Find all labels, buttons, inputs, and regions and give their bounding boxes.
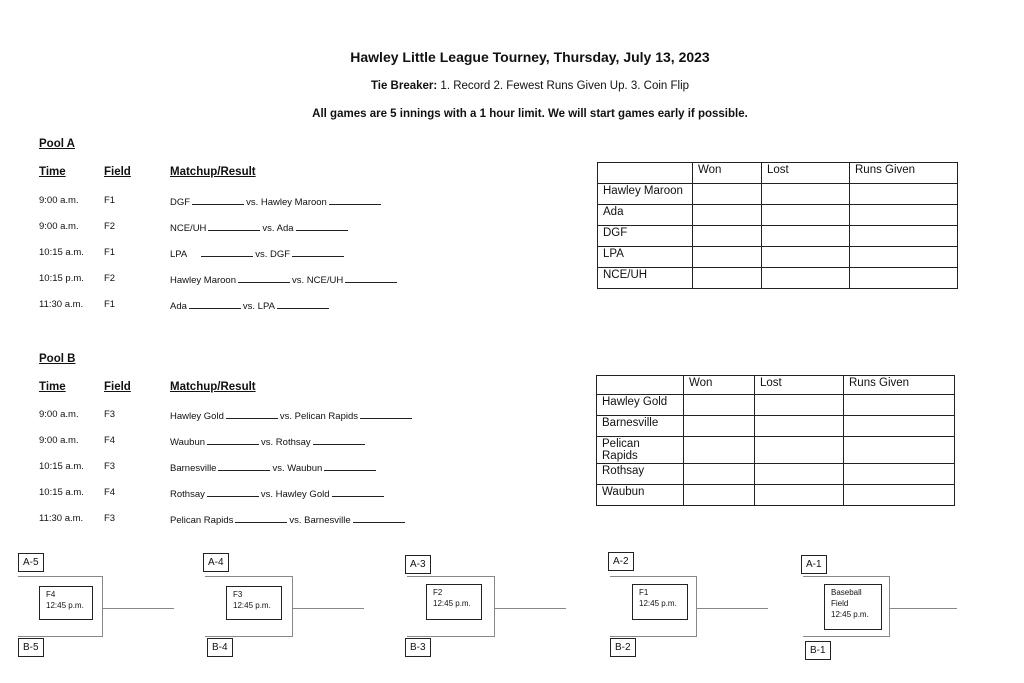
won-cell[interactable]	[693, 226, 762, 247]
standings-row	[597, 437, 955, 464]
score-blank	[296, 221, 348, 231]
runs-cell[interactable]	[850, 226, 958, 247]
game-field: F4	[104, 435, 116, 446]
pool-b-standings	[596, 375, 955, 506]
runs-cell[interactable]	[850, 268, 958, 289]
seed-b5: B-5	[18, 638, 44, 657]
lost-cell[interactable]	[755, 485, 844, 506]
pool-a-label: Pool A	[39, 138, 75, 150]
score-blank	[189, 299, 241, 309]
team-away: vs. Hawley Maroon	[246, 197, 327, 208]
standings-row	[597, 485, 955, 506]
runs-cell[interactable]	[844, 395, 955, 416]
game-matchup	[170, 247, 346, 260]
runs-cell[interactable]	[844, 416, 955, 437]
game-field: F1	[639, 588, 649, 597]
pool-b-field-header: Field	[104, 381, 131, 393]
game-matchup	[170, 461, 378, 474]
game-box	[426, 584, 482, 620]
standings-team: Ada	[598, 205, 693, 226]
game-time: 12:45 p.m.	[233, 601, 271, 610]
pool-b-label: Pool B	[39, 353, 76, 365]
game-field: F1	[104, 299, 116, 310]
bracket-advance-line	[494, 608, 566, 609]
seed-b3: B-3	[405, 638, 431, 657]
seed-a3: A-3	[405, 555, 431, 574]
score-blank	[313, 435, 365, 445]
seed-b4: B-4	[207, 638, 233, 657]
runs-cell[interactable]	[850, 205, 958, 226]
score-blank	[201, 247, 253, 257]
score-blank	[360, 409, 412, 419]
game-time: 9:00 a.m.	[39, 409, 79, 420]
standings-header-lost: Lost	[755, 376, 844, 395]
tiebreaker-text: 1. Record 2. Fewest Runs Given Up. 3. Coin Flip	[440, 80, 690, 92]
lost-cell[interactable]	[762, 268, 850, 289]
game-time: 9:00 a.m.	[39, 195, 79, 206]
standings-row	[598, 247, 958, 268]
game-time: 10:15 p.m.	[39, 273, 84, 284]
game-field: F2	[104, 273, 116, 284]
standings-row	[598, 205, 958, 226]
team-away: vs. DGF	[255, 249, 291, 260]
won-cell[interactable]	[693, 205, 762, 226]
game-time: 10:15 a.m.	[39, 487, 84, 498]
won-cell[interactable]	[684, 395, 755, 416]
game-time: 12:45 p.m.	[46, 601, 84, 610]
game-box	[226, 586, 282, 620]
runs-cell[interactable]	[850, 184, 958, 205]
score-blank	[353, 513, 405, 523]
score-blank	[292, 247, 344, 257]
team-away: vs. Barnesville	[289, 515, 351, 526]
seed-a1: A-1	[801, 555, 827, 574]
team-away: vs. LPA	[242, 301, 275, 312]
team-home: Ada	[170, 301, 187, 312]
won-cell[interactable]	[693, 268, 762, 289]
team-home: NCE/UH	[170, 223, 207, 234]
game-field: F1	[104, 247, 116, 258]
score-blank	[332, 487, 384, 497]
standings-header-row	[598, 163, 958, 184]
game-time: 9:00 a.m.	[39, 435, 79, 446]
standings-row	[598, 184, 958, 205]
lost-cell[interactable]	[755, 437, 844, 464]
game-matchup	[170, 487, 386, 500]
team-home: Barnesville	[170, 463, 217, 474]
game-box	[632, 584, 688, 620]
standings-team: Rothsay	[597, 464, 684, 485]
lost-cell[interactable]	[755, 416, 844, 437]
standings-team: NCE/UH	[598, 268, 693, 289]
page-title: Hawley Little League Tourney, Thursday, July 13, 2023	[350, 49, 710, 65]
score-blank	[207, 435, 259, 445]
tiebreaker-label: Tie Breaker:	[370, 80, 438, 92]
game-box	[824, 584, 882, 630]
standings-row	[598, 268, 958, 289]
game-time: 9:00 a.m.	[39, 221, 79, 232]
game-field: F3	[104, 461, 116, 472]
standings-row	[598, 226, 958, 247]
game-field: F4	[46, 590, 56, 599]
game-matchup	[170, 299, 331, 312]
pool-a-matchup-header: Matchup/Result	[170, 166, 256, 178]
team-home: DGF	[170, 197, 191, 208]
pool-a-time-header: Time	[39, 166, 66, 178]
score-blank	[226, 409, 278, 419]
bracket-advance-line	[102, 608, 174, 609]
game-field: F3	[104, 409, 116, 420]
standings-header-runs: Runs Given	[850, 163, 958, 184]
standings-row	[597, 395, 955, 416]
runs-cell[interactable]	[844, 485, 955, 506]
team-home: Hawley Gold	[170, 411, 224, 422]
team-home: Pelican Rapids	[170, 515, 234, 526]
standings-header-row	[597, 376, 955, 395]
game-time: 12:45 p.m.	[433, 599, 471, 608]
team-away: vs. Hawley Gold	[260, 489, 330, 500]
game-time: 12:45 p.m.	[831, 610, 869, 619]
team-away: vs. NCE/UH	[292, 275, 344, 286]
standings-team: Pelican Rapids	[597, 437, 684, 464]
pool-a-field-header: Field	[104, 166, 131, 178]
game-matchup	[170, 221, 350, 234]
score-blank	[238, 273, 290, 283]
seed-a5: A-5	[18, 553, 44, 572]
standings-header-won: Won	[693, 163, 762, 184]
game-matchup	[170, 435, 367, 448]
score-blank	[277, 299, 329, 309]
team-home: Waubun	[170, 437, 206, 448]
bracket-advance-line	[696, 608, 768, 609]
game-field: F2	[104, 221, 116, 232]
score-blank	[329, 195, 381, 205]
standings-team: LPA	[598, 247, 693, 268]
game-time: 11:30 a.m.	[39, 513, 84, 524]
won-cell[interactable]	[684, 437, 755, 464]
lost-cell[interactable]	[762, 247, 850, 268]
bracket-advance-line	[889, 608, 957, 609]
team-home: Hawley Maroon	[170, 275, 236, 286]
lost-cell[interactable]	[762, 205, 850, 226]
won-cell[interactable]	[693, 247, 762, 268]
won-cell[interactable]	[684, 416, 755, 437]
game-field-line1: Baseball	[831, 588, 862, 597]
team-away: vs. Waubun	[272, 463, 323, 474]
team-away: vs. Ada	[262, 223, 294, 234]
game-box	[39, 586, 93, 620]
won-cell[interactable]	[684, 464, 755, 485]
team-home: LPA	[170, 249, 188, 260]
won-cell[interactable]	[693, 184, 762, 205]
score-blank	[218, 461, 270, 471]
game-matchup	[170, 409, 414, 422]
bracket-advance-line	[292, 608, 364, 609]
pool-b-time-header: Time	[39, 381, 66, 393]
seed-b1: B-1	[805, 641, 831, 660]
standings-header-team	[598, 163, 693, 184]
score-blank	[207, 487, 259, 497]
score-blank	[208, 221, 260, 231]
runs-cell[interactable]	[844, 464, 955, 485]
seed-b2: B-2	[610, 638, 636, 657]
game-time: 12:45 p.m.	[639, 599, 677, 608]
tiebreaker-line	[0, 80, 1024, 92]
score-blank	[324, 461, 376, 471]
game-field-line2: Field	[831, 599, 849, 608]
score-blank	[235, 513, 287, 523]
standings-header-runs: Runs Given	[844, 376, 955, 395]
game-matchup	[170, 273, 399, 286]
team-away: vs. Pelican Rapids	[279, 411, 359, 422]
seed-a2: A-2	[608, 552, 634, 571]
standings-team: Waubun	[597, 485, 684, 506]
game-field: F3	[104, 513, 116, 524]
standings-header-lost: Lost	[762, 163, 850, 184]
game-matchup	[170, 195, 383, 208]
game-matchup	[170, 513, 407, 526]
lost-cell[interactable]	[762, 184, 850, 205]
standings-header-won: Won	[684, 376, 755, 395]
runs-cell[interactable]	[844, 437, 955, 464]
game-rules: All games are 5 innings with a 1 hour limit. We will start games early if possible.	[312, 108, 748, 120]
standings-team: Hawley Maroon	[598, 184, 693, 205]
lost-cell[interactable]	[755, 395, 844, 416]
standings-team: DGF	[598, 226, 693, 247]
game-field: F3	[233, 590, 243, 599]
runs-cell[interactable]	[850, 247, 958, 268]
team-away: vs. Rothsay	[261, 437, 311, 448]
game-time: 10:15 a.m.	[39, 247, 84, 258]
score-blank	[192, 195, 244, 205]
game-field: F4	[104, 487, 116, 498]
standings-team: Barnesville	[597, 416, 684, 437]
won-cell[interactable]	[684, 485, 755, 506]
game-field: F1	[104, 195, 116, 206]
game-time: 11:30 a.m.	[39, 299, 84, 310]
game-time: 10:15 a.m.	[39, 461, 84, 472]
lost-cell[interactable]	[762, 226, 850, 247]
standings-row	[597, 464, 955, 485]
standings-row	[597, 416, 955, 437]
game-field: F2	[433, 588, 443, 597]
pool-a-standings	[597, 162, 958, 289]
pool-b-matchup-header: Matchup/Result	[170, 381, 256, 393]
standings-team: Hawley Gold	[597, 395, 684, 416]
seed-a4: A-4	[203, 553, 229, 572]
lost-cell[interactable]	[755, 464, 844, 485]
standings-header-team	[597, 376, 684, 395]
score-blank	[345, 273, 397, 283]
team-home: Rothsay	[170, 489, 205, 500]
